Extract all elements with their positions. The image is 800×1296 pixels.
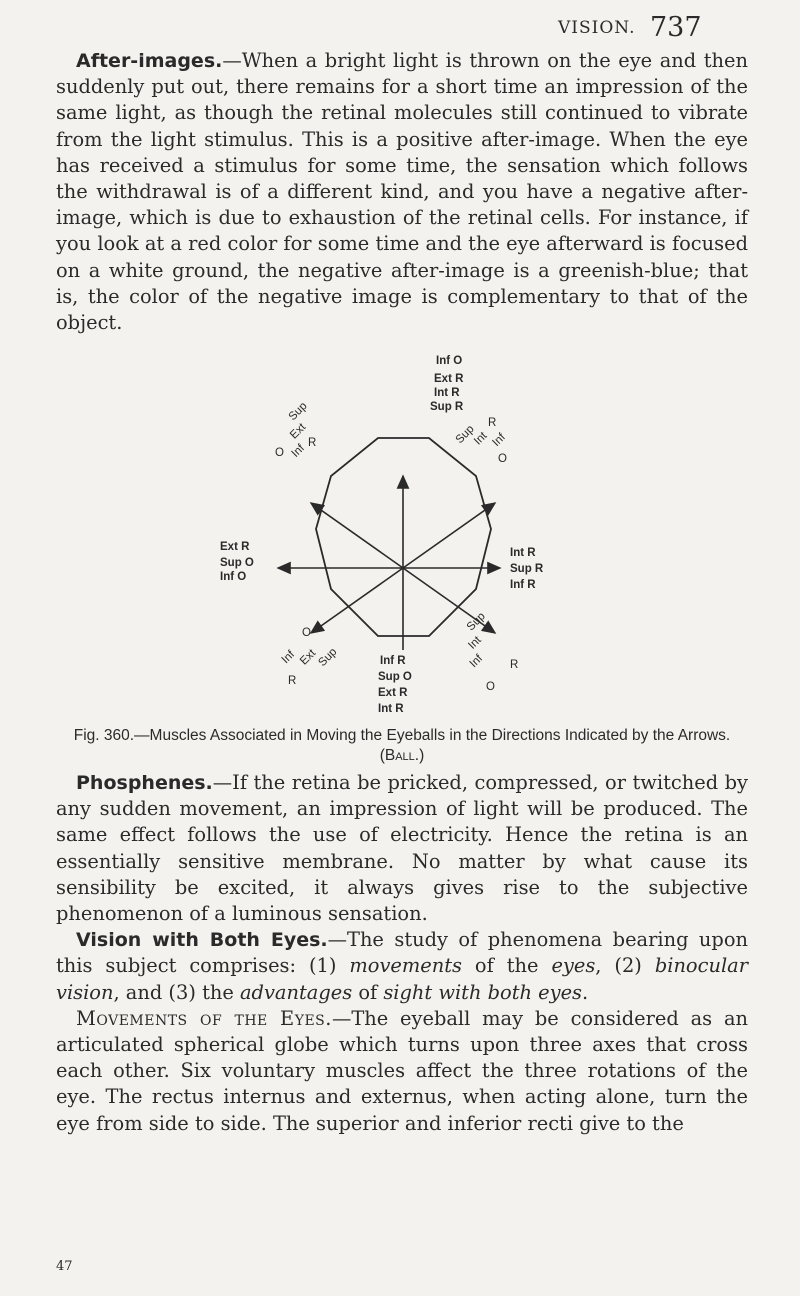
eye-muscle-diagram (198, 286, 588, 718)
caption-text: Fig. 360.—Muscles Associated in Moving the Eyeballs in the Directions Indicated by the Arrows. (73, 727, 731, 744)
label-right-1: Int R (510, 547, 536, 559)
label-ul-4: O (275, 447, 284, 459)
label-ur-2: Int (472, 430, 490, 448)
paragraph-movements (56, 1006, 748, 1137)
label-left-1: Ext R (220, 541, 250, 553)
label-ul-1: Sup (286, 400, 310, 424)
figure-eye-muscles (198, 286, 588, 718)
label-ur-1: Sup (453, 423, 477, 447)
label-ul-5: R (308, 437, 317, 449)
page-number: 737 (650, 12, 702, 43)
figure-caption (56, 726, 748, 766)
label-top-3: Int R (434, 387, 460, 399)
label-top-1: Inf O (436, 355, 463, 367)
vbe-em-movements: movements (349, 954, 462, 978)
label-lr-5: R (510, 659, 519, 671)
paragraph-phosphenes-text: —If the retina be pricked, compressed, or twitched by any sudden movement, an impression of light will be produced. The same effect follows the use of electricity. Hence the retina is an essentially sensitive membrane. No matter by what cause its sensibility be excited, it always gives rise to the subjective phenomenon of a luminous sensation. (56, 771, 748, 926)
label-ul-2: Ext (288, 421, 309, 442)
heading-phosphenes: Phosphenes. (76, 772, 213, 794)
vbe-em-binocular: binocular vision (56, 954, 748, 1004)
text-block-bottom (56, 770, 748, 1137)
vbe-text-3: , (2) (595, 954, 655, 978)
paragraph-phosphenes (56, 770, 748, 927)
vbe-em-eyes: eyes (551, 954, 596, 978)
label-right-3: Inf R (510, 579, 536, 591)
running-head: VISION. (558, 18, 636, 38)
diagonal-arrow-ur (403, 503, 495, 568)
label-ll-4: O (302, 627, 311, 639)
vbe-text-1: —The study of phenomena bearing upon this subject comprises: (1) (56, 928, 748, 978)
labels-diag-lower-right (448, 610, 508, 670)
label-bottom-4: Int R (378, 703, 404, 715)
label-left-3: Inf O (220, 571, 247, 583)
heading-vision-both-eyes: Vision with Both Eyes. (76, 929, 328, 952)
label-lr-4: O (486, 681, 495, 693)
label-left-2: Sup O (220, 557, 254, 569)
label-ul-3: Inf (289, 442, 307, 460)
label-bottom-2: Sup O (378, 671, 412, 683)
label-bottom-1: Inf R (380, 655, 406, 667)
label-right-2: Sup R (510, 563, 544, 575)
label-ll-5: R (288, 675, 297, 687)
diagonal-arrow-ll (311, 568, 403, 633)
heading-movements: Movements of the Eyes. (76, 1006, 332, 1030)
signature-mark: 47 (56, 1259, 73, 1274)
vbe-em-advantages: advantages (240, 980, 353, 1004)
paragraph-vision-both-eyes (56, 927, 748, 1006)
paragraph-movements-text: —The eyeball may be considered as an articulated spherical globe which turns upon three axes that cross each other. Six voluntary muscles affect the three rotations of the eye. The rectus internus and externus, when acting alone, turn the eye from side to side. The superior and inferior recti give to the (56, 1006, 748, 1135)
label-ur-5: O (498, 453, 507, 465)
paragraph-after-images-text: —When a bright light is thrown on the eye and then suddenly put out, there remains for a short time an impression of the same light, as though the retinal molecules still continued to vibrate from the light stimulus. This is a positive after-image. When the eye has received a stimulus for some time, the sensation which follows the withdrawal is of a different kind, and you have a negative after-image, which is due to exhaustion of the retinal cells. For instance, if you look at a red color for some time and the eye afterward is focused on a white ground, the negative after-image is a greenish-blue; that is, the color of the negative image is complementary to that of the object. (56, 49, 748, 335)
label-ll-3: Sup (316, 645, 340, 669)
heading-after-images: After-images. (76, 50, 223, 72)
vbe-text-5: of (352, 980, 384, 1004)
caption-credit: (Ball.) (379, 747, 425, 764)
page-header (0, 10, 800, 44)
label-ll-2: Ext (298, 647, 319, 668)
label-top-2: Ext R (434, 373, 464, 385)
vbe-text-4: , and (3) the (113, 980, 240, 1004)
label-ur-4: R (488, 417, 497, 429)
label-lr-3: Sup (464, 610, 488, 634)
label-lr-2: Int (466, 634, 484, 652)
vbe-text-2: of the (461, 954, 552, 978)
diagonal-arrow-ul (311, 503, 403, 568)
label-lr-1: Inf (467, 652, 486, 671)
vbe-em-sight: sight with both eyes (383, 980, 582, 1004)
label-ll-1: Inf (279, 648, 298, 667)
vbe-text-6: . (582, 980, 589, 1004)
label-bottom-3: Ext R (378, 687, 408, 699)
label-ur-3: Inf (490, 431, 508, 449)
label-top-4: Sup R (430, 401, 464, 413)
